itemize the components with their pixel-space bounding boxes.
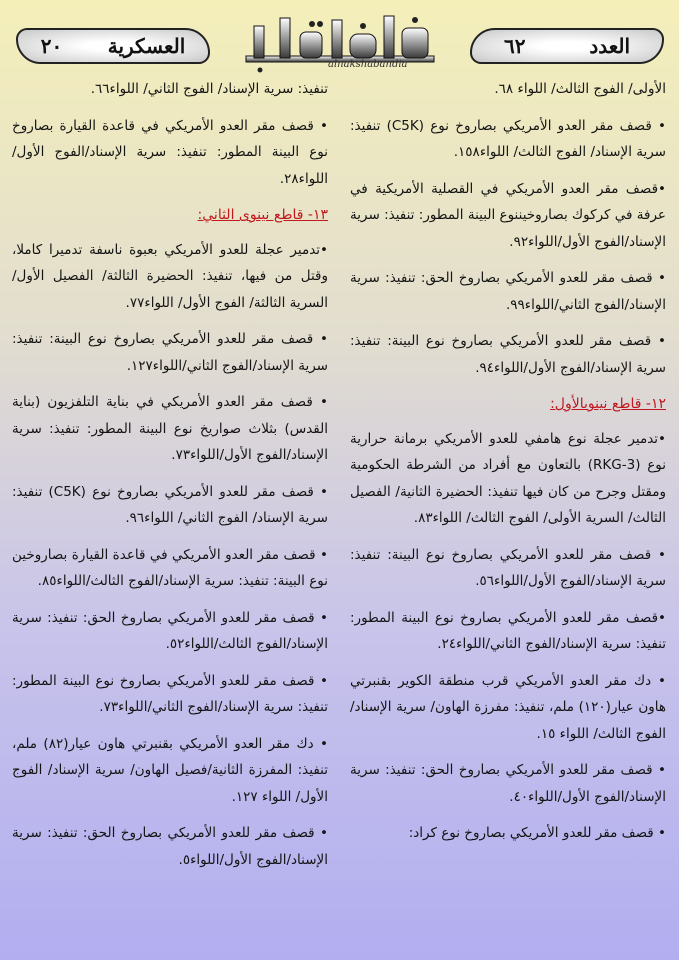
- report-paragraph: •تدمير عجلة نوع هامفي للعدو الأمريكي برمانة حرارية نوع (RKG-3) بالتعاون مع أفراد من الشرطة الحكومية ومقتل وجرح من كان فيها تنفيذ: الحضيرة الثانية/ الفصيل الثالث/ السرية الأولى/ الفوج الثالث/ اللواء٨٣.: [350, 430, 666, 526]
- section-heading: ١٢- قاطع نينوىالأول:: [550, 396, 666, 412]
- report-paragraph: • قصف مقر العدو الأمريكي بصاروخ نوع (C5K) تنفيذ: سرية الإسناد/ الفوج الثالث/ اللواء١٥٨.: [350, 117, 666, 160]
- report-paragraph: • قصف مقر للعدو الأمريكي بصاروخ الحق: تنفيذ: سرية الإسناد/الفوج الأول/اللواء٤٠.: [350, 762, 666, 805]
- issue-number: ٦٢: [503, 34, 526, 58]
- issue-label: العدد: [589, 34, 631, 58]
- right-column: [350, 76, 666, 857]
- issue-pill: [470, 28, 664, 64]
- report-paragraph: • قصف مقر للعدو الأمريكي بصاروخ الحق: تنفيذ: سرية الإسناد/الفوج الثالث/اللواء٥٢.: [12, 609, 328, 652]
- report-paragraph: • قصف مقر للعدو الأمريكي بصاروخ نوع (C5K) تنفيذ: سرية الإسناد/ الفوج الثاني/ اللواء٩٦.: [12, 483, 328, 526]
- logo-caption: alnakshabandia: [328, 59, 408, 70]
- report-paragraph: • دك مقر العدو الأمريكي قرب منطقة الكوير بقنبرتي هاون عيار(١٢٠) ملم، تنفيذ: مفرزة الهاون/ سرية الإسناد/ الفوج الثالث/ اللواء ١٥.: [350, 672, 666, 742]
- section-heading: ١٣- قاطع نينوى الثاني:: [197, 207, 328, 223]
- report-paragraph: تنفيذ: سرية الإسناد/ الفوج الثاني/ اللواء٦٦.: [90, 81, 328, 97]
- report-paragraph: •قصف مقر العدو الأمريكي في القصلية الأمريكية في عرفة في كركوك بصاروخيننوع البينة المطور: تنفيذ: سرية الإسناد/الفوج الأول/اللواء٩٢.: [350, 180, 666, 250]
- report-paragraph: • قصف مقر العدو الأمريكي في بناية التلفزيون (بناية القدس) بثلاث صواريخ نوع البينة المطور: تنفيذ: سرية الإسناد/الفوج الأول/اللواء٧٣.: [12, 394, 328, 463]
- page-header: [0, 0, 679, 78]
- report-paragraph: • دك مقر العدو الأمريكي بقنبرتي هاون عيار(٨٢) ملم، تنفيذ: المفرزة الثانية/فصيل الهاون/ سرية الإسناد/ الفوج الأول/ اللواء ١٢٧.: [12, 735, 328, 805]
- report-paragraph: • قصف مقر للعدو الأمريكي بصاروخ نوع البينة: تنفيذ: سرية الإسناد/الفوج الأول/اللواء٩٤.: [350, 333, 666, 376]
- report-paragraph: • قصف مقر للعدو الأمريكي بصاروخ الحق: تنفيذ: سرية الإسناد/الفوج الثاني/اللواء٩٩.: [350, 270, 666, 313]
- section-title: العسكرية: [107, 34, 186, 58]
- report-paragraph: الأولى/ الفوج الثالث/ اللواء ٦٨.: [494, 81, 666, 97]
- left-column: [12, 76, 328, 883]
- report-paragraph: • قصف مقر العدو الأمريكي في قاعدة القيارة بصاروخين نوع البينة: تنفيذ: سرية الإسناد/الفوج الثالث/اللواء٨٥.: [12, 546, 328, 589]
- report-paragraph: • قصف مقر للعدو الأمريكي بصاروخ نوع البينة: تنفيذ: سرية الإسناد/الفوج الثاني/اللواء١٢٧.: [12, 331, 328, 374]
- report-paragraph: •قصف مقر للعدو الأمريكي بصاروخ نوع البينة المطور: تنفيذ: سرية الإسناد/الفوج الثاني/اللواء٢٤.: [350, 609, 666, 652]
- page-number: ٢٠: [40, 34, 63, 58]
- section-pill: [16, 28, 210, 64]
- report-paragraph: • قصف مقر للعدو الأمريكي بصاروخ نوع البينة: تنفيذ: سرية الإسناد/الفوج الأول/اللواء٥٦.: [350, 546, 666, 589]
- report-paragraph: • قصف مقر العدو الأمريكي في قاعدة القيارة بصاروخ نوع البينة المطور: تنفيذ: سرية الإسناد/الفوج الأول/ اللواء٢٨.: [12, 117, 328, 187]
- report-paragraph: • قصف مقر للعدو الأمريكي بصاروخ الحق: تنفيذ: سرية الإسناد/الفوج الأول/اللواء٥.: [12, 825, 328, 868]
- report-paragraph: • قصف مقر للعدو الأمريكي بصاروخ نوع البينة المطور: تنفيذ: سرية الإسناد/الفوج الثاني/اللواء٧٣.: [12, 672, 328, 715]
- report-paragraph: •تدمير عجلة للعدو الأمريكي بعبوة ناسفة تدميرا كاملا، وقتل من فيها، تنفيذ: الحضيرة الثالثة/ الفصيل الأول/ السرية الثالثة/ الفوج الأول/ اللواء٧٧.: [12, 241, 328, 311]
- report-paragraph: • قصف مقر للعدو الأمريكي بصاروخ نوع كراد:: [408, 825, 666, 841]
